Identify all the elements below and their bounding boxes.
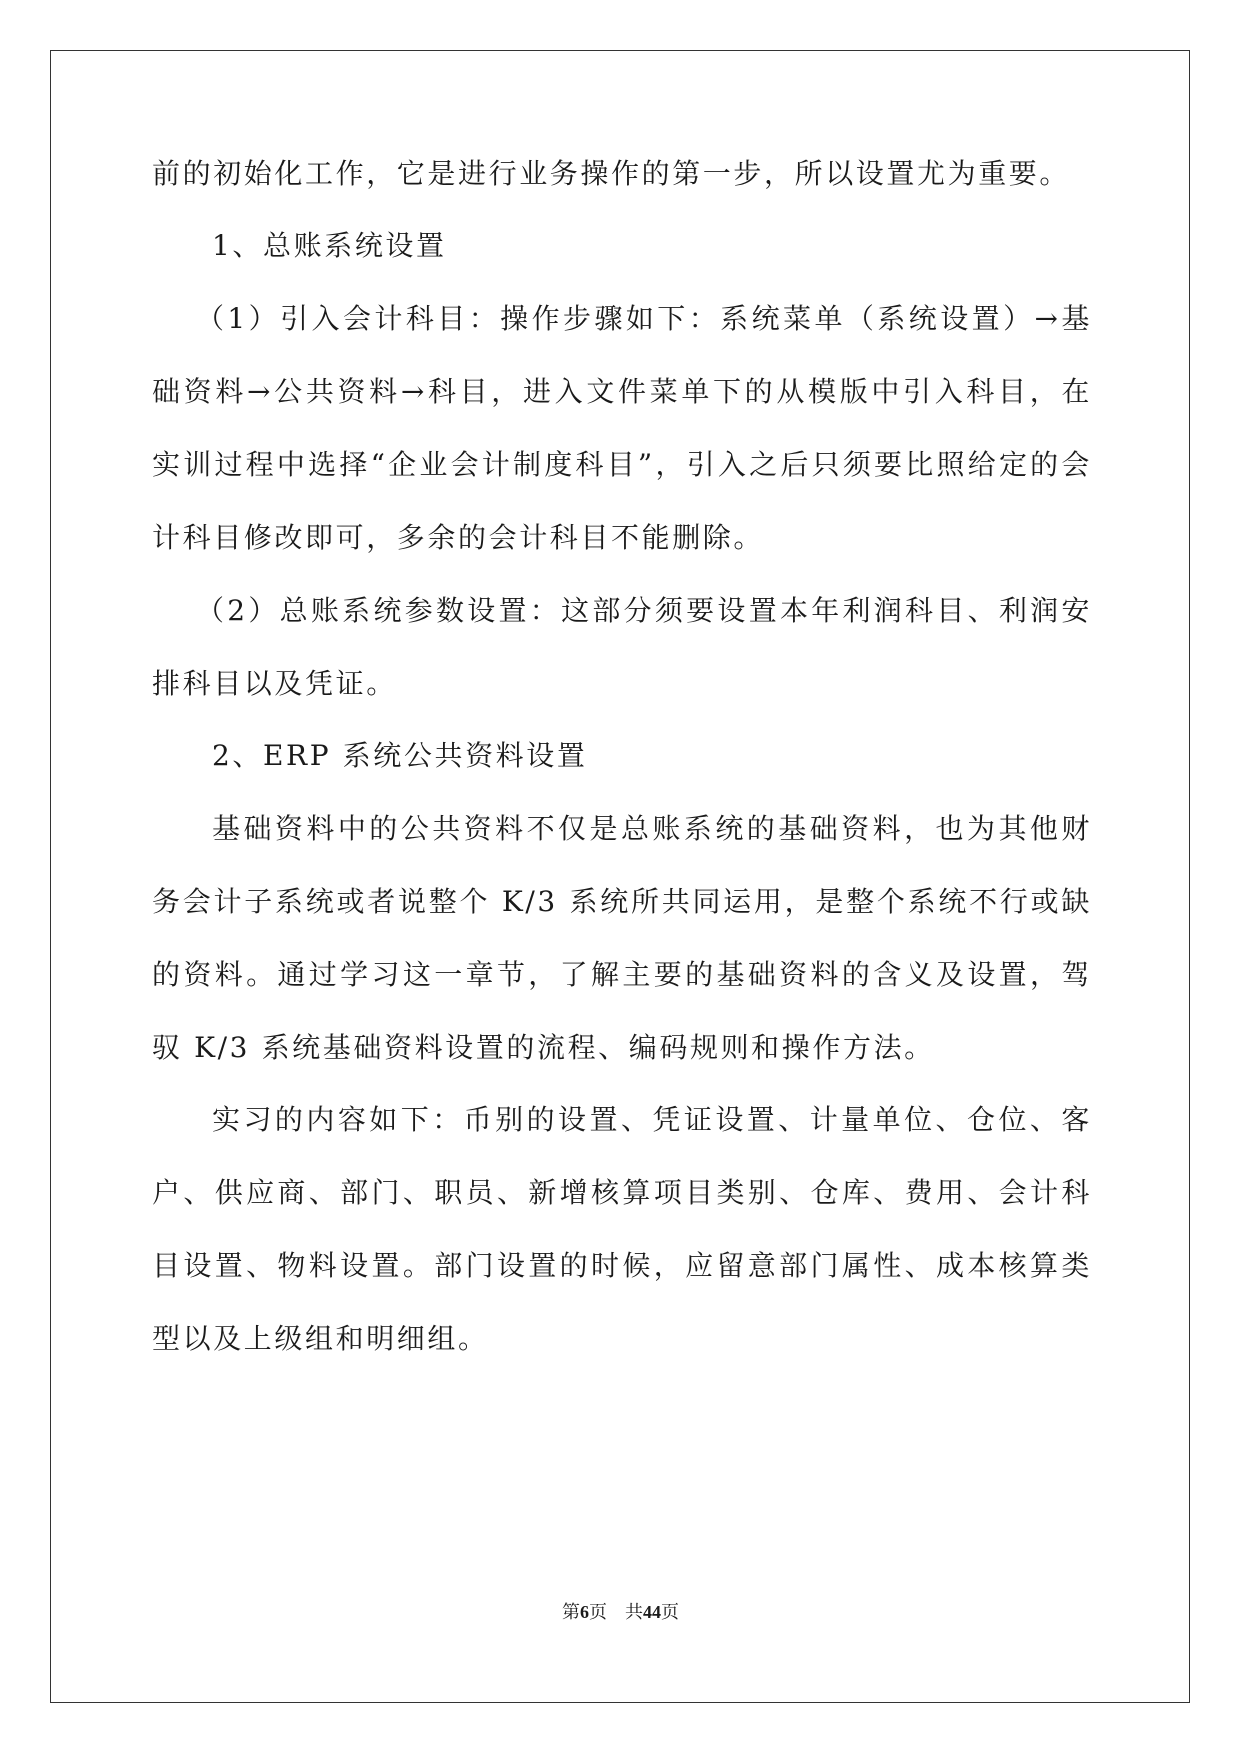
paragraph-line: 计科目修改即可，多余的会计科目不能删除。	[152, 521, 765, 554]
footer-prefix: 第	[562, 1602, 580, 1623]
paragraph-line: 驭 K/3 系统基础资料设置的流程、编码规则和操作方法。	[152, 1031, 935, 1064]
paragraph-line: 础资料→公共资料→科目，进入文件菜单下的从模版中引入科目，在	[152, 375, 1092, 408]
paragraph-line: 实习的内容如下：币别的设置、凭证设置、计量单位、仓位、客	[212, 1103, 1092, 1136]
paragraph-line: 排科目以及凭证。	[152, 667, 397, 700]
paragraph-line: 基础资料中的公共资料不仅是总账系统的基础资料，也为其他财	[212, 812, 1092, 845]
current-page-number: 6	[580, 1602, 589, 1622]
paragraph-line: 的资料。通过学习这一章节，了解主要的基础资料的含义及设置，驾	[152, 958, 1092, 991]
paragraph-line: 目设置、物料设置。部门设置的时候，应留意部门属性、成本核算类	[152, 1249, 1092, 1282]
paragraph-line: 前的初始化工作，它是进行业务操作的第一步，所以设置尤为重要。	[152, 157, 1071, 190]
section-heading: 2、ERP 系统公共资料设置	[212, 739, 588, 772]
paragraph-line: 务会计子系统或者说整个 K/3 系统所共同运用，是整个系统不行或缺	[152, 885, 1092, 918]
paragraph-line: （2）总账系统参数设置：这部分须要设置本年利润科目、利润安	[196, 594, 1092, 627]
page-footer	[0, 1600, 1241, 1625]
section-heading: 1、总账系统设置	[212, 229, 447, 262]
footer-suffix: 页	[661, 1602, 679, 1623]
footer-mid: 页 共	[589, 1602, 643, 1623]
page-frame	[50, 50, 1190, 1703]
paragraph-line: 实训过程中选择“企业会计制度科目”，引入之后只须要比照给定的会	[152, 448, 1092, 481]
paragraph-line: 型以及上级组和明细组。	[152, 1322, 489, 1355]
paragraph-line: （1）引入会计科目：操作步骤如下：系统菜单（系统设置）→基	[196, 302, 1092, 335]
paragraph-line: 户、供应商、部门、职员、新增核算项目类别、仓库、费用、会计科	[152, 1176, 1092, 1209]
total-page-count: 44	[643, 1602, 661, 1622]
